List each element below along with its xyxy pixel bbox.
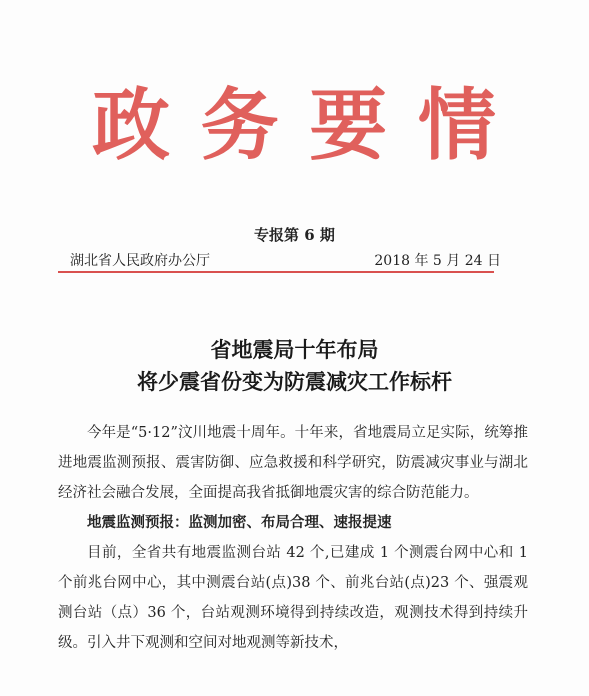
masthead-char: 情 (417, 80, 496, 171)
masthead-title (84, 78, 504, 174)
masthead-char: 要 (309, 80, 388, 171)
issue-date: 2018 年 5 月 24 日 (374, 253, 501, 269)
article-body (58, 418, 528, 658)
issue-number: 专报第 6 期 (254, 226, 335, 244)
paragraph-intro: 今年是“5·12”汶川地震十周年。十年来，省地震局立足实际，统筹推进地震监测预报、震害防御、应急救援和科学研究，防震减灾事业与湖北经济社会融合发展，全面提高我省抵御地震灾害的综合防范能力。 (58, 425, 528, 501)
section-heading: 地震监测预报：监测加密、布局合理、速报提速 (87, 515, 392, 531)
paragraph-monitoring: 目前，全省共有地震监测台站 42 个,已建成 1 个测震台网中心和 1 个前兆台网中心，其中测震台站(点)38 个、前兆台站(点)23 个、强震观测台站（点）36 个，台站观测环境得到持续改造，观测技术得到持续升级。引入井下观测和空间对地观测等新技术， (58, 545, 528, 651)
issuer-date-line (70, 250, 501, 270)
header-divider (58, 271, 494, 273)
masthead-char: 政 (91, 80, 170, 171)
article-title-line-2: 将少震省份变为防震减灾工作标杆 (137, 369, 452, 394)
issuer: 湖北省人民政府办公厅 (70, 253, 210, 269)
article-title-line-1: 省地震局十年布局 (210, 337, 379, 362)
masthead-char: 务 (200, 80, 279, 171)
